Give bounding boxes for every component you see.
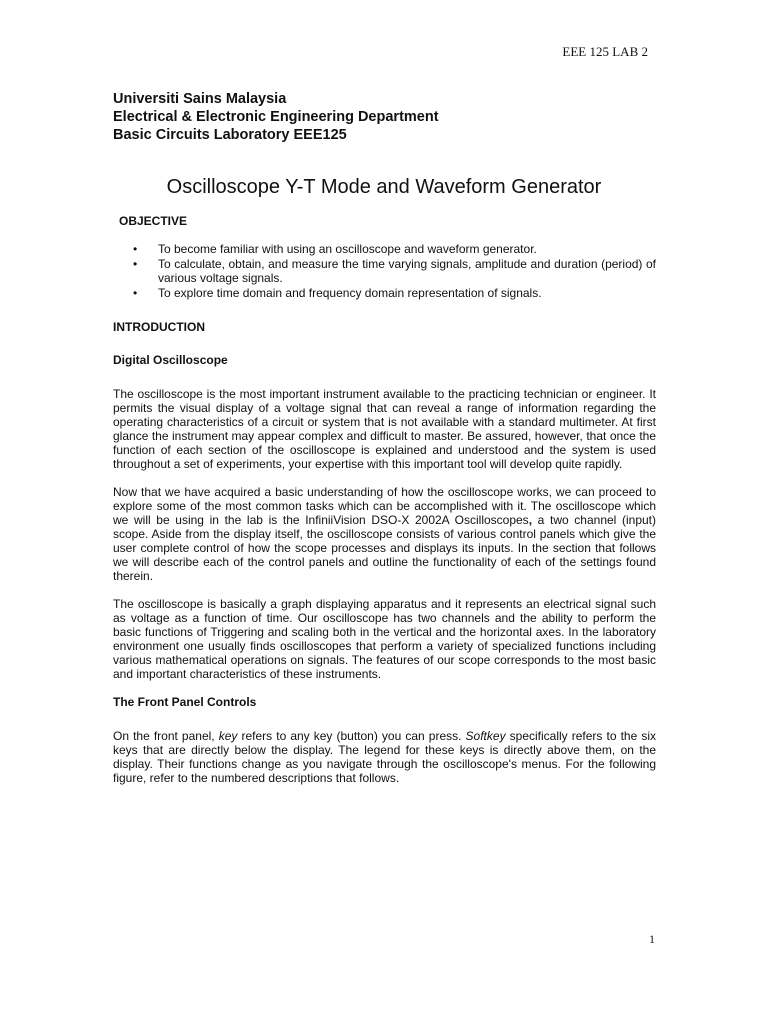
bullet-icon: • bbox=[133, 286, 138, 300]
objective-heading: OBJECTIVE bbox=[119, 214, 188, 228]
front-panel-heading: The Front Panel Controls bbox=[113, 695, 257, 709]
objective-list bbox=[113, 242, 656, 300]
objective-item: • To become familiar with using an oscilloscope and waveform generator. bbox=[133, 242, 537, 256]
paragraph-graph-apparatus: The oscilloscope is basically a graph displaying apparatus and it represents an electrical signal such as voltage as a function of time. Our oscilloscope has two channels and the ability to perform the basic functions of Triggering and scaling both in the vertical and the horizontal axes. In the laboratory environment one usually finds oscilloscopes that perform a variety of specialized functions including various mathematical operations on signals. The features of our scope corresponds to the most basic and important characteristics of these instruments. bbox=[113, 597, 656, 681]
objective-item: • To calculate, obtain, and measure the time varying signals, amplitude and duration (period) of various voltage signals. bbox=[133, 257, 656, 285]
lab-code-header: EEE 125 LAB 2 bbox=[562, 44, 648, 59]
university-name: Universiti Sains Malaysia bbox=[113, 91, 287, 107]
department-name: Electrical & Electronic Engineering Department bbox=[113, 109, 439, 125]
paragraph-oscilloscope-importance: The oscilloscope is the most important instrument available to the practicing technician or engineer. It permits the visual display of a voltage signal that can reveal a range of information regarding the operating characteristics of a circuit or system that is not available with a standard multimeter. At first glance the instrument may appear complex and difficult to master. Be assured, however, that once the function of each section of the oscilloscope is explained and understood and the system is used throughout a set of experiments, your expertise with this important tool will develop quite rapidly. bbox=[113, 387, 656, 471]
bullet-icon: • bbox=[133, 257, 138, 271]
objective-item: • To explore time domain and frequency domain representation of signals. bbox=[133, 286, 542, 300]
paragraph-lab-oscilloscope: Now that we have acquired a basic understanding of how the oscilloscope works, we can proceed to explore some of the most common tasks which can be accomplished with it. The oscilloscope which we will be using in the lab is the InfiniiVision DSO-X 2002A Oscilloscopes, a two channel (input) scope. Aside from the display itself, the oscilloscope consists of various control panels which give the user complete control of how the scope processes and displays its inputs. In the section that follows we will describe each of the control panels and outline the functionality of each of the settings found therein. bbox=[113, 485, 656, 583]
paragraph-front-panel: On the front panel, key refers to any key (button) you can press. Softkey specifically refers to the six keys that are directly below the display. The legend for these keys is directly above them, on the display. Their functions change as you navigate through the oscilloscope's menus. For the following figure, refer to the numbered descriptions that follows. bbox=[113, 729, 657, 785]
page-number: 1 bbox=[649, 932, 655, 946]
digital-oscilloscope-heading: Digital Oscilloscope bbox=[113, 353, 228, 367]
laboratory-name: Basic Circuits Laboratory EEE125 bbox=[113, 127, 347, 143]
document-body bbox=[113, 214, 656, 799]
bullet-icon: • bbox=[133, 242, 138, 256]
institution-block bbox=[113, 90, 439, 144]
document-title: Oscilloscope Y-T Mode and Waveform Generator bbox=[166, 176, 602, 198]
introduction-heading: INTRODUCTION bbox=[113, 320, 205, 334]
